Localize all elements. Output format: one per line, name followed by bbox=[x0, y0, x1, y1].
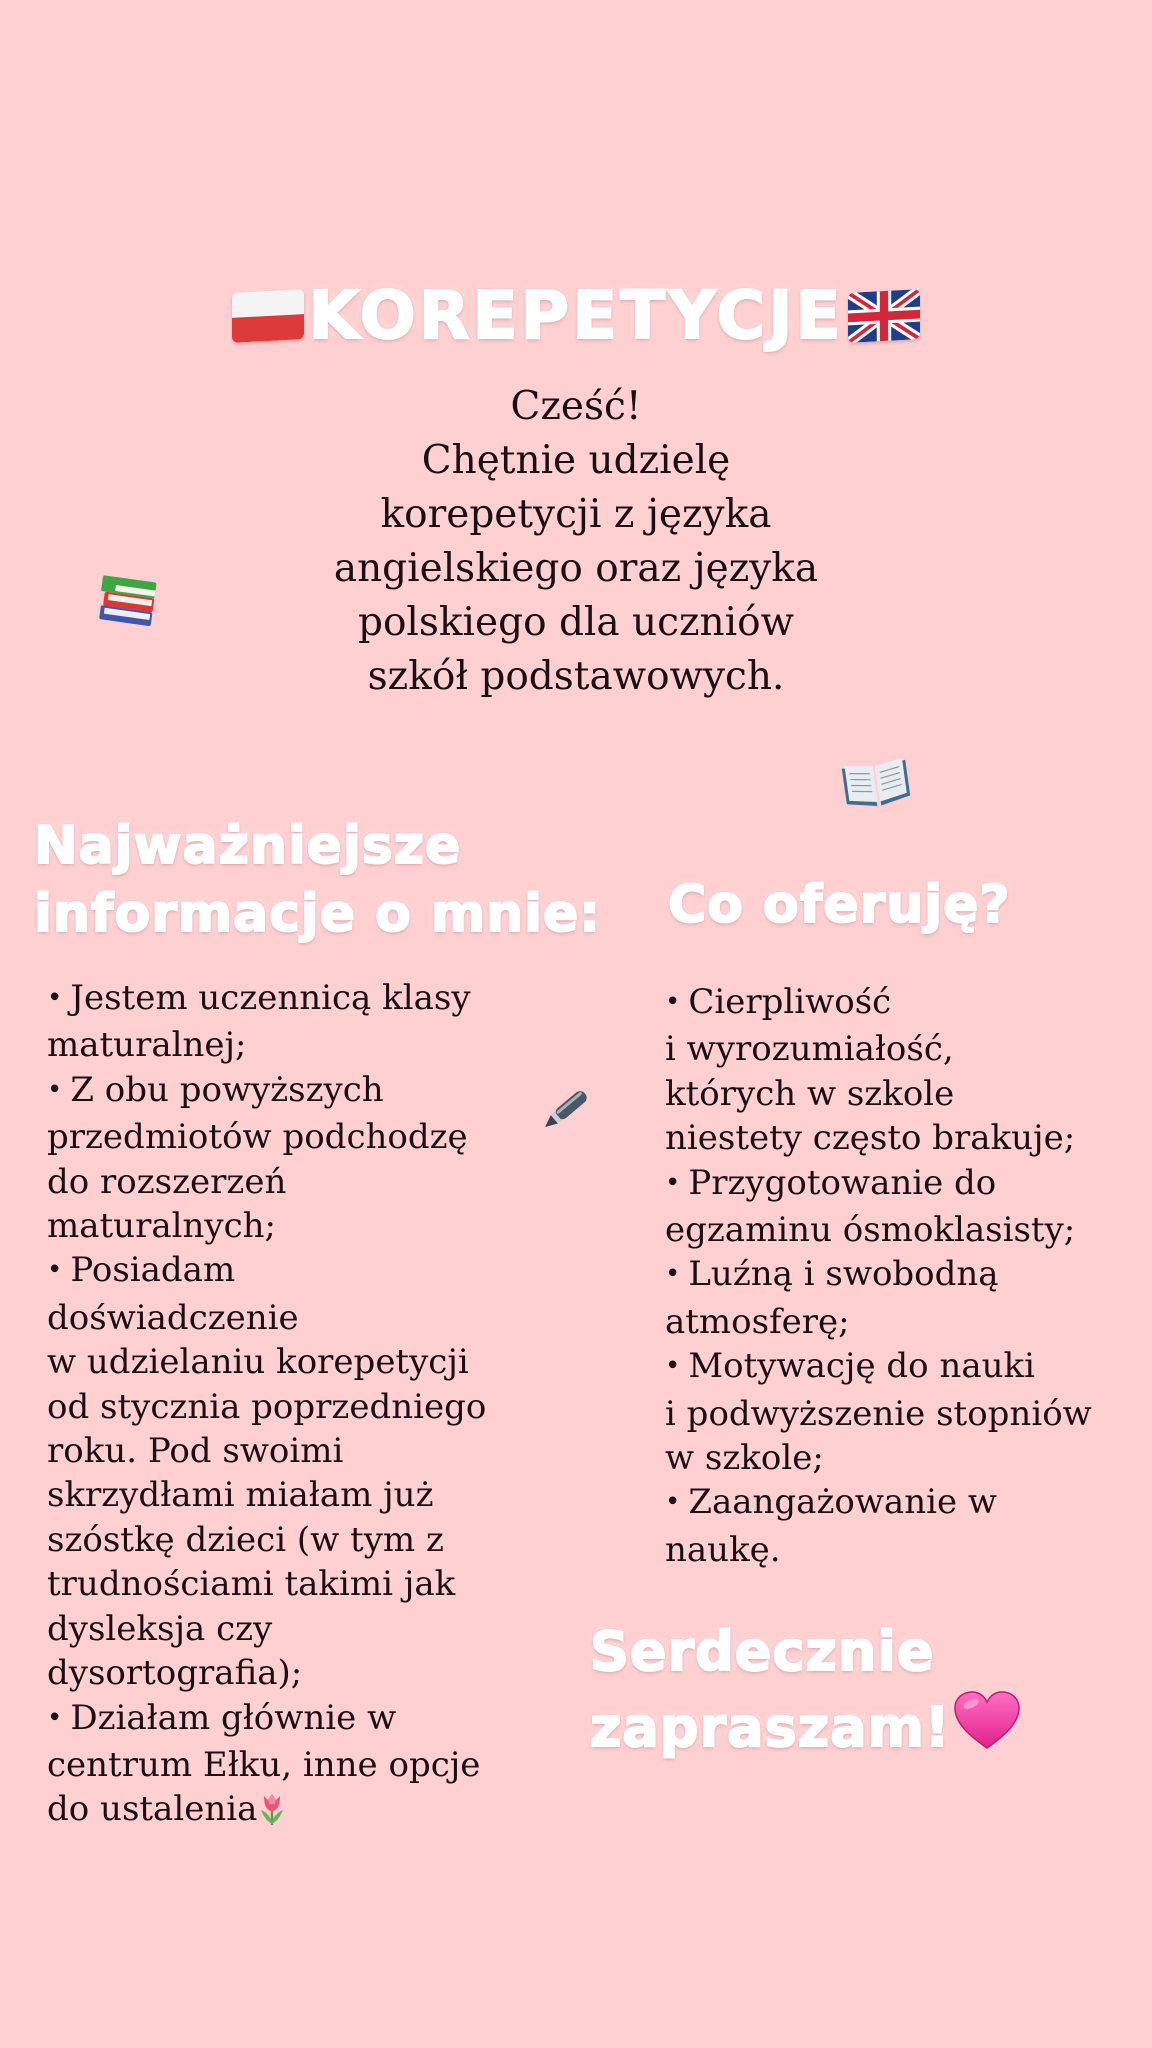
intro-paragraph bbox=[276, 380, 876, 704]
uk-flag-icon bbox=[848, 289, 920, 343]
list-item: • Z obu powyższych przedmiotów podchodzę do rozszerzeń maturalnych; bbox=[47, 1069, 468, 1247]
list-item: • Motywację do nauki i podwyższenie stopniów w szkole; bbox=[665, 1346, 1092, 1479]
intro-line: szkół podstawowych. bbox=[367, 654, 785, 699]
list-item: • Cierpliwość i wyrozumiałość, których w szkole niestety często brakuje; bbox=[665, 982, 1076, 1159]
poland-flag-icon bbox=[232, 289, 304, 343]
fountain-pen-icon bbox=[532, 1078, 602, 1138]
list-item: • Luźną i swobodną atmosferę; bbox=[665, 1254, 999, 1342]
list-item: • Przygotowanie do egzaminu ósmoklasisty; bbox=[665, 1162, 1076, 1251]
about-list bbox=[47, 976, 487, 1832]
intro-line: polskiego dla uczniów bbox=[357, 600, 794, 645]
closing-heading: Serdecznie zapraszam! bbox=[590, 1614, 1021, 1766]
offer-heading: Co oferuję? bbox=[668, 875, 1011, 935]
about-heading: Najważniejsze informacje o mnie: bbox=[34, 816, 602, 944]
list-item: • Posiadam doświadczenie w udzielaniu korepetycji od stycznia poprzedniego roku. Pod swoimi skrzydłami miałam już szóstkę dzieci (w tym z trudnościami takimi jak dysleksja czy dysortografia); bbox=[47, 1250, 487, 1694]
page-title: KOREPETYCJE bbox=[308, 277, 844, 354]
list-item: • Jestem uczennicą klasy maturalnej; bbox=[47, 978, 471, 1066]
list-item: • Działam głównie w centrum Ełku, inne opcje do ustalenia bbox=[47, 1697, 481, 1830]
intro-line: korepetycji z języka bbox=[380, 492, 772, 537]
open-book-icon bbox=[838, 752, 914, 812]
intro-line: angielskiego oraz języka bbox=[333, 546, 819, 591]
list-item: • Zaangażowanie w naukę. bbox=[665, 1482, 997, 1570]
intro-line: Cześć! bbox=[510, 384, 642, 429]
offer-list bbox=[665, 980, 1105, 1572]
tulip-icon bbox=[257, 1790, 287, 1826]
books-stack-icon bbox=[94, 565, 164, 635]
pink-heart-icon bbox=[953, 1690, 1021, 1752]
title-row bbox=[0, 278, 1152, 354]
intro-line: Chętnie udzielę bbox=[421, 438, 731, 483]
